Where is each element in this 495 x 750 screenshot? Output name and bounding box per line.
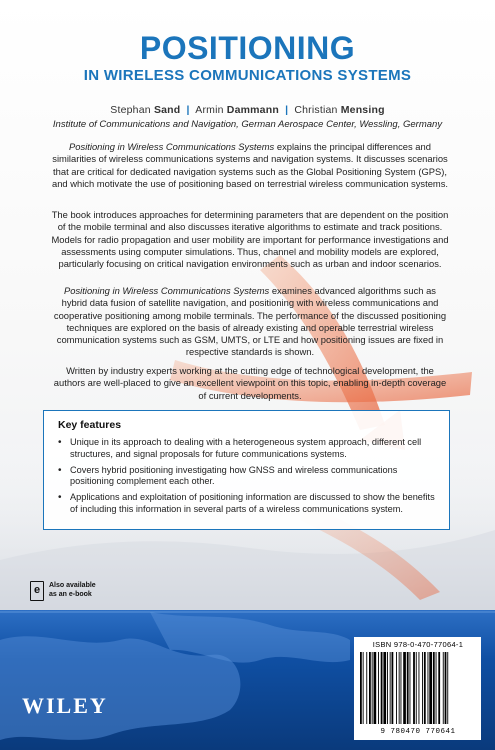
barcode-bar bbox=[403, 652, 406, 724]
bullet-icon: • bbox=[58, 464, 62, 476]
barcode-bar bbox=[401, 652, 402, 724]
description-paragraph-2: The book introduces approaches for determining parameters that are dependent on the position of the mobile terminal and also discusses iterative algorithms to estimate and track positions. Models for radio propagation and user mobility are important for performance investigations and assessments using computer simulations. Thus, channel and mobility models are explored, particularly focusing on critical navigation environments such as urban and indoor scenarios. bbox=[51, 209, 449, 270]
barcode-bar bbox=[378, 652, 379, 724]
barcode-bar bbox=[392, 652, 394, 724]
author-separator: | bbox=[186, 104, 190, 116]
list-item bbox=[58, 492, 443, 516]
ebook-notice bbox=[30, 581, 120, 607]
barcode-bar bbox=[428, 652, 429, 724]
description-paragraph-4: Written by industry experts working at the cutting edge of technological development, the authors are well-placed to give an excellent viewpoint on this topic, enabling in-depth coverage of current developments. bbox=[53, 365, 447, 401]
description-paragraph-3 bbox=[50, 285, 450, 359]
barcode-bar bbox=[399, 652, 400, 724]
isbn-label: ISBN 978-0-470-77064-1 bbox=[372, 640, 464, 649]
list-item-text: Unique in its approach to dealing with a heterogeneous system approach, different cell structures, and signal proposals for future communications systems. bbox=[70, 437, 422, 459]
barcode-bar bbox=[433, 652, 435, 724]
key-features-box bbox=[43, 410, 450, 530]
ebook-line-2: as an e-book bbox=[49, 590, 92, 598]
list-item bbox=[58, 437, 443, 461]
list-item bbox=[58, 465, 443, 489]
paragraph-text: examines advanced algorithms such as hybrid data fusion of satellite navigation, and positioning with wireless communications and cooperative positioning among mobile terminals. The performance of the discussed positioning techniques are explored on the basis of already existing and operable terrestrial wireless communication systems such as GSM, UMTS, or LTE and how positioning issues are fixed in respective standards is shown. bbox=[53, 285, 447, 358]
ebook-text bbox=[49, 582, 119, 599]
author-2-last: Dammann bbox=[226, 104, 279, 116]
book-subtitle: IN WIRELESS COMMUNICATIONS SYSTEMS bbox=[83, 67, 412, 84]
barcode-bar bbox=[436, 652, 437, 724]
author-separator: | bbox=[285, 104, 289, 116]
barcode-bar bbox=[372, 652, 373, 724]
list-item-text: Covers hybrid positioning investigating how GNSS and wireless communications positioning complement each other. bbox=[70, 464, 398, 487]
key-features-list bbox=[58, 437, 443, 520]
author-3-last: Mensing bbox=[340, 104, 385, 116]
isbn-barcode-box bbox=[354, 637, 481, 740]
author-affiliation: Institute of Communications and Navigation, German Aerospace Center, Wessling, Germany bbox=[52, 119, 443, 130]
barcode bbox=[358, 652, 477, 726]
barcode-bar bbox=[410, 652, 411, 724]
barcode-bar bbox=[445, 652, 447, 724]
description-paragraph-1 bbox=[50, 141, 450, 190]
author-2-first: Armin bbox=[195, 104, 224, 116]
barcode-bar bbox=[366, 652, 367, 724]
bullet-icon: • bbox=[58, 492, 62, 504]
barcode-bar bbox=[447, 652, 448, 724]
barcode-bar bbox=[419, 652, 420, 724]
barcode-bar bbox=[443, 652, 444, 724]
barcode-bar bbox=[360, 652, 362, 724]
book-title-italic: Positioning in Wireless Communications Systems bbox=[64, 285, 270, 296]
ebook-line-1: Also available bbox=[49, 582, 96, 589]
barcode-bar bbox=[387, 652, 388, 724]
barcode-bar bbox=[416, 652, 417, 724]
author-3-first: Christian bbox=[294, 104, 338, 116]
barcode-bar bbox=[381, 652, 383, 724]
barcode-bar bbox=[390, 652, 391, 724]
publisher-logo: WILEY bbox=[22, 693, 108, 718]
barcode-bar bbox=[363, 652, 364, 724]
barcode-bar bbox=[369, 652, 371, 724]
book-title: POSITIONING bbox=[139, 30, 356, 66]
barcode-bar bbox=[383, 652, 386, 724]
barcode-digits: 9 780470 770641 bbox=[380, 728, 456, 736]
barcode-bar bbox=[396, 652, 397, 724]
barcode-bar bbox=[424, 652, 426, 724]
author-1-first: Stephan bbox=[110, 104, 151, 116]
barcode-bar bbox=[438, 652, 440, 724]
book-title-italic: Positioning in Wireless Communications Systems bbox=[69, 141, 275, 152]
key-features-heading: Key features bbox=[58, 419, 122, 431]
list-item-text: Applications and exploitation of positioning information are discussed to show the benefits of including this information in several parts of a wireless communications system. bbox=[70, 492, 435, 514]
paragraph-text: explains the principal differences and similarities of wireless communications systems and navigation systems. It discusses scenarios that are critical for dedicated navigation systems such as the Global Positioning System (GPS), and which motivate the use of positioning based on terrestrial wireless communication systems. bbox=[51, 141, 449, 189]
barcode-bar bbox=[422, 652, 423, 724]
author-1-last: Sand bbox=[153, 104, 181, 116]
barcode-bar bbox=[407, 652, 409, 724]
barcode-bar bbox=[413, 652, 415, 724]
ebook-icon: e bbox=[30, 581, 44, 601]
author-line bbox=[0, 104, 495, 116]
bullet-icon: • bbox=[58, 437, 62, 448]
barcode-bar bbox=[374, 652, 377, 724]
barcode-bar bbox=[429, 652, 432, 724]
